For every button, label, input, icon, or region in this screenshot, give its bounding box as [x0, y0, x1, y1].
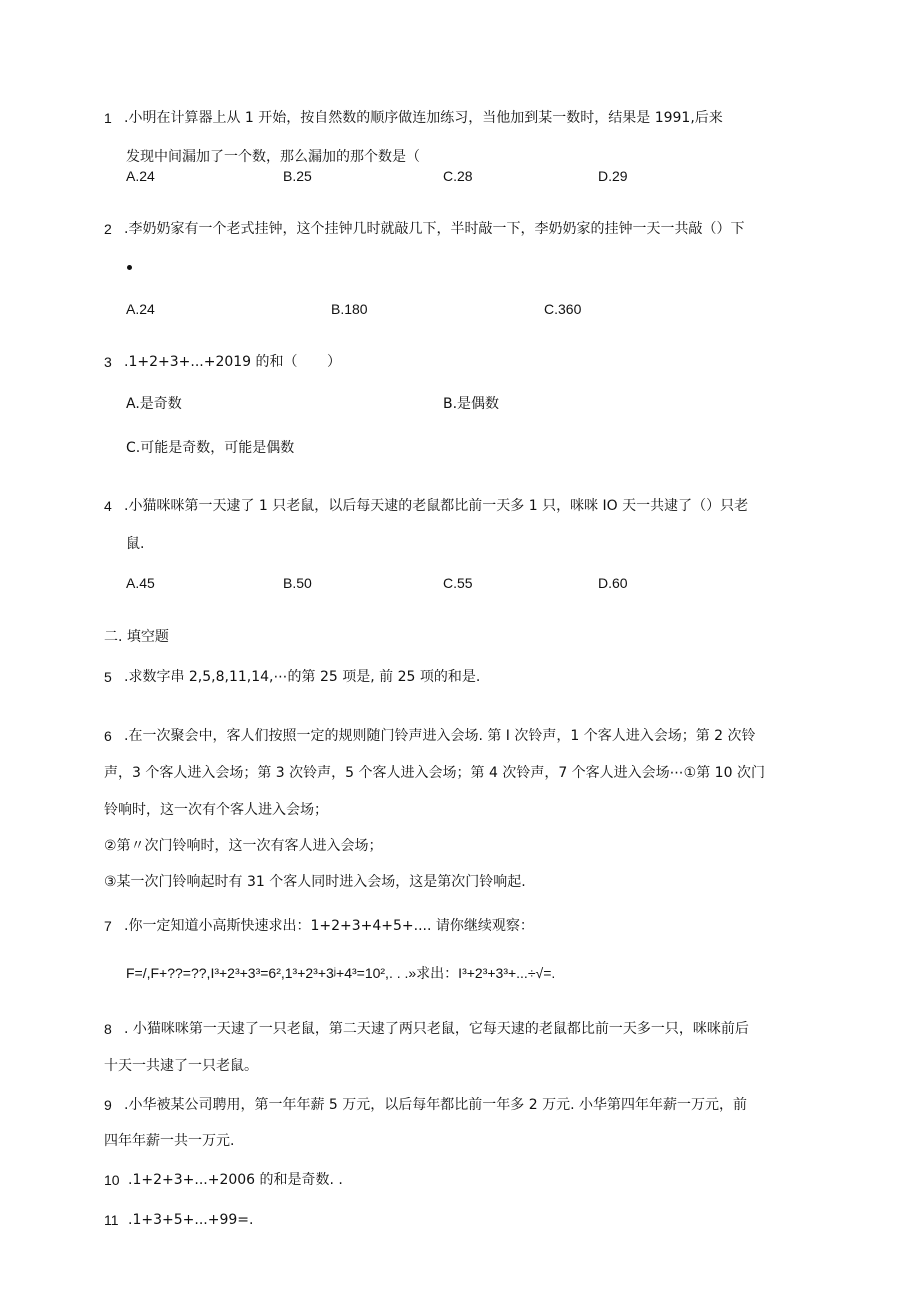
q1-text-line1: .小明在计算器上从 1 开始，按自然数的顺序做连加练习，当他加到某一数时，结果是 1991,后来: [124, 110, 723, 126]
q10-number: 10: [104, 1172, 120, 1188]
q2-number: 2: [104, 221, 112, 237]
q3-option-a: A.是奇数: [126, 396, 182, 412]
q1-option-d: D.29: [598, 168, 628, 184]
q3-text-line1: .1+2+3+...+2019 的和（: [124, 354, 298, 370]
bullet-dot: [127, 265, 132, 270]
q1-option-c: C.28: [443, 168, 473, 184]
q6-number: 6: [104, 728, 112, 744]
q8-text-line2: 十天一共逮了一只老鼠。: [104, 1058, 258, 1074]
q1-text-line2: 发现中间漏加了一个数，那么漏加的那个数是（: [126, 149, 420, 165]
q6-text-line5: ③某一次门铃响起时有 31 个客人同时进入会场，这是第次门铃响起.: [104, 874, 526, 890]
q4-option-b: B.50: [283, 575, 312, 591]
q7-number: 7: [104, 918, 112, 934]
q3-option-c: C.可能是奇数，可能是偶数: [126, 440, 295, 456]
q4-number: 4: [104, 498, 112, 514]
q2-option-a: A.24: [126, 301, 155, 317]
q2-text-line1: .李奶奶家有一个老式挂钟，这个挂钟几时就敲几下，半时敲一下，李奶奶家的挂钟一天一共敲（）下: [124, 221, 745, 237]
q1-option-a: A.24: [126, 168, 155, 184]
q4-text-line1: .小猫咪咪第一天逮了 1 只老鼠，以后每天逮的老鼠都比前一天多 1 只，咪咪 IO 天一共逮了（）只老: [124, 498, 749, 514]
q4-option-a: A.45: [126, 575, 155, 591]
q2-option-c: C.360: [544, 301, 582, 317]
q6-text-line2: 声，3 个客人进入会场；第 3 次铃声，5 个客人进入会场；第 4 次铃声，7 个客人进入会场⋯①第 10 次门: [104, 765, 765, 781]
section-title-fill-in: 二. 填空题: [104, 629, 169, 645]
q1-option-b: B.25: [283, 168, 312, 184]
q11-number: 11: [104, 1212, 119, 1228]
q4-option-c: C.55: [443, 575, 473, 591]
q7-text-line1: .你一定知道小高斯快速求出：1+2+3+4+5+.... 请你继续观察：: [124, 918, 534, 934]
q4-option-d: D.60: [598, 575, 628, 591]
q11-text-line1: .1+3+5+...+99=.: [128, 1212, 254, 1228]
q9-text-line2: 四年年薪一共一万元.: [104, 1133, 235, 1149]
q10-text-line1: .1+2+3+...+2006 的和是奇数. .: [128, 1172, 343, 1188]
q7-text-line2: F=/,F+??=??,I³+2³+3³=6²,1³+2³+3ʲ+4³=10²,. . .»求出：I³+2³+3³+...÷√=.: [126, 965, 556, 981]
q8-text-line1: . 小猫咪咪第一天逮了一只老鼠，第二天逮了两只老鼠，它每天逮的老鼠都比前一天多一只，咪咪前后: [124, 1021, 749, 1037]
q2-option-b: B.180: [331, 301, 368, 317]
q3-paren-close: ）: [327, 354, 341, 370]
q1-number: 1: [104, 110, 112, 126]
q9-number: 9: [104, 1097, 112, 1113]
q5-text-line1: .求数字串 2,5,8,11,14,⋯的第 25 项是, 前 25 项的和是.: [124, 669, 481, 685]
q6-text-line1: .在一次聚会中，客人们按照一定的规则随门铃声进入会场. 第 I 次铃声，1 个客人进入会场；第 2 次铃: [124, 728, 756, 744]
q6-text-line3: 铃响时，这一次有个客人进入会场；: [104, 802, 328, 818]
q6-text-line4: ②第〃次门铃响时，这一次有客人进入会场；: [104, 838, 383, 854]
q9-text-line1: .小华被某公司聘用，第一年年薪 5 万元，以后每年都比前一年多 2 万元. 小华第四年年薪一万元，前: [124, 1097, 747, 1113]
q3-number: 3: [104, 354, 112, 370]
q8-number: 8: [104, 1021, 112, 1037]
q5-number: 5: [104, 669, 112, 685]
q3-option-b: B.是偶数: [443, 396, 500, 412]
q4-text-line2: 鼠.: [126, 536, 145, 552]
